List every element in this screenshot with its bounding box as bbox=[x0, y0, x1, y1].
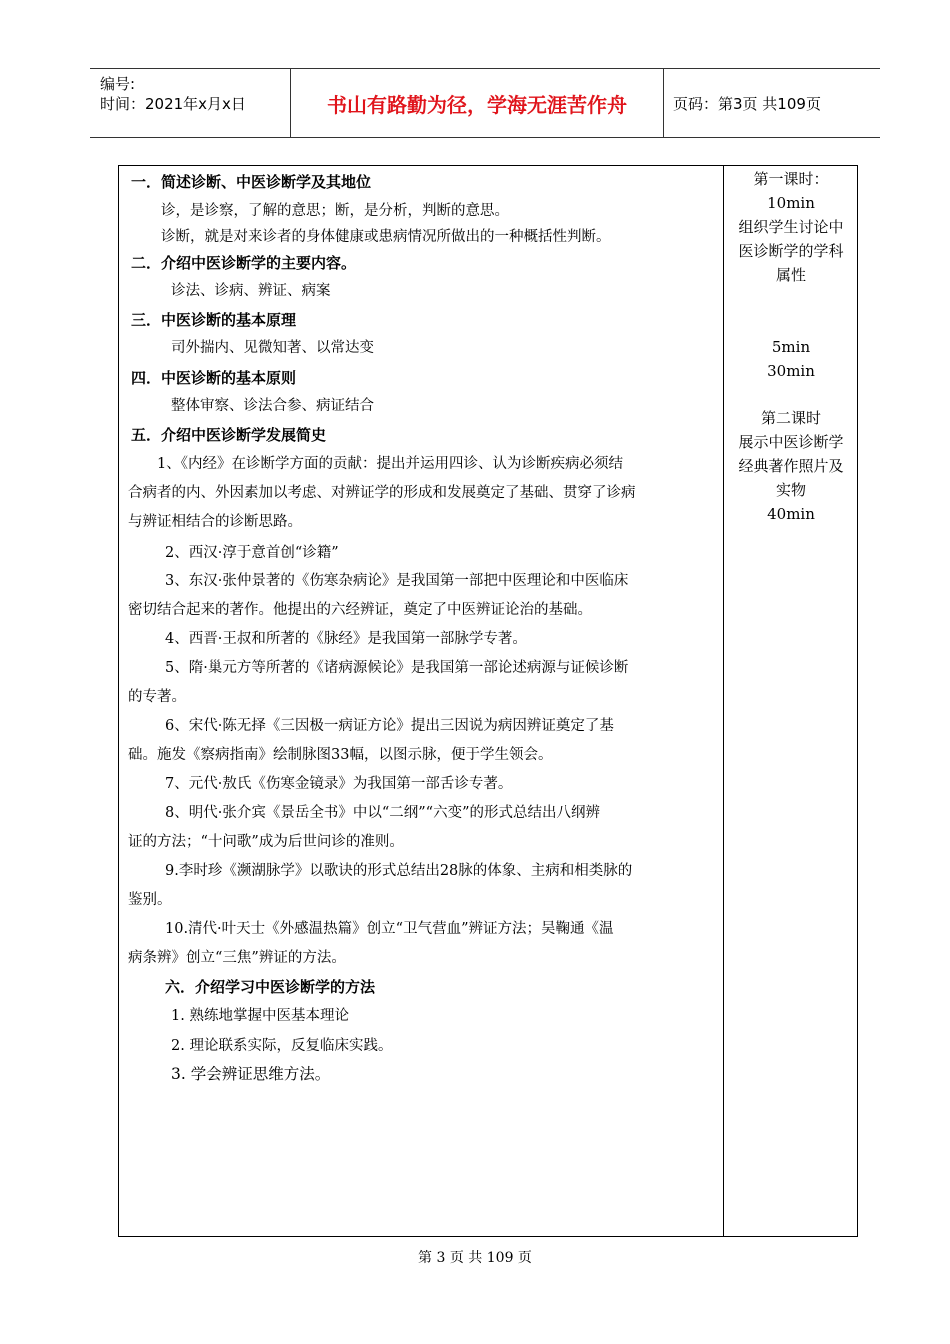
section-5-title: 五．介绍中医诊断学发展简史 bbox=[131, 426, 327, 444]
history-item-3-a: 3、东汉·张仲景著的《伤寒杂病论》是我国第一部把中医理论和中医临床 bbox=[165, 573, 629, 589]
schedule-line-5: 属性 bbox=[775, 266, 806, 284]
history-item-9-a: 9.李时珍《濒湖脉学》以歌诀的形式总结出28脉的体象、主病和相类脉的 bbox=[165, 863, 633, 879]
history-item-6-a: 6、宋代·陈无择《三因极一病证方论》提出三因说为病因辨证奠定了基 bbox=[165, 718, 614, 734]
section-4-line-1: 整体审察、诊法合参、病证结合 bbox=[171, 398, 374, 414]
header-meta bbox=[90, 69, 291, 137]
section-1-line-2: 诊断，就是对来诊者的身体健康或患病情况所做出的一种概括性判断。 bbox=[161, 229, 611, 245]
history-item-8-b: 证的方法；“十问歌”成为后世问诊的准则。 bbox=[128, 834, 404, 850]
section-3-line-1: 司外揣内、见微知著、以常达变 bbox=[171, 340, 374, 356]
doc-code-label: 编号: bbox=[100, 75, 136, 93]
history-item-7: 7、元代·敖氏《伤寒金镜录》为我国第一部舌诊专著。 bbox=[165, 776, 513, 792]
method-item-3: 3. 学会辨证思维方法。 bbox=[171, 1065, 331, 1083]
history-item-1-b: 合病者的内、外因素加以考虑、对辨证学的形成和发展奠定了基础、贯穿了诊病 bbox=[128, 485, 636, 501]
section-2-title: 二．介绍中医诊断学的主要内容。 bbox=[131, 254, 357, 272]
schedule-line-3: 组织学生讨论中 bbox=[738, 218, 844, 236]
history-item-3-b: 密切结合起来的著作。他提出的六经辨证，奠定了中医辨证论治的基础。 bbox=[128, 602, 592, 618]
history-item-5-b: 的专著。 bbox=[128, 689, 186, 705]
section-1-line-1: 诊，是诊察，了解的意思；断，是分析，判断的意思。 bbox=[161, 203, 509, 219]
schedule-line-10: 经典著作照片及 bbox=[738, 457, 844, 475]
page-footer: 第 3 页 共 109 页 bbox=[418, 1250, 532, 1266]
section-1-title: 一．简述诊断、中医诊断学及其地位 bbox=[131, 173, 372, 191]
schedule-line-7: 30min bbox=[767, 362, 815, 380]
history-item-9-b: 鉴别。 bbox=[128, 892, 172, 908]
history-item-2: 2、西汉·淳于意首创“诊籍” bbox=[165, 545, 339, 561]
schedule-line-11: 实物 bbox=[775, 481, 806, 499]
section-6-title: 六．介绍学习中医诊断学的方法 bbox=[165, 978, 376, 996]
doc-time-label: 时间：2021年x月x日 bbox=[100, 95, 246, 113]
header-page-label: 页码：第3页 共109页 bbox=[673, 94, 821, 113]
method-item-1: 1. 熟练地掌握中医基本理论 bbox=[171, 1008, 349, 1024]
history-item-10-a: 10.清代·叶天士《外感温热篇》创立“卫气营血”辨证方法；吴鞠通《温 bbox=[165, 921, 614, 937]
header-motto: 书山有路勤为径，学海无涯苦作舟 bbox=[291, 69, 664, 137]
schedule-column bbox=[724, 166, 858, 1236]
history-item-8-a: 8、明代·张介宾《景岳全书》中以“二纲”“六变”的形式总结出八纲辨 bbox=[165, 805, 600, 821]
history-item-4: 4、西晋·王叔和所著的《脉经》是我国第一部脉学专著。 bbox=[165, 631, 527, 647]
schedule-line-4: 医诊断学的学科 bbox=[738, 242, 844, 260]
history-item-10-b: 病条辨》创立“三焦”辨证的方法。 bbox=[128, 950, 346, 966]
history-item-1-a: 1、《内经》在诊断学方面的贡献：提出并运用四诊、认为诊断疾病必须结 bbox=[157, 456, 623, 472]
history-item-5-a: 5、隋·巢元方等所著的《诸病源候论》是我国第一部论述病源与证候诊断 bbox=[165, 660, 629, 676]
page-header bbox=[90, 68, 880, 138]
schedule-line-12: 40min bbox=[767, 505, 815, 523]
lesson-content bbox=[119, 166, 723, 1236]
section-4-title: 四．中医诊断的基本原则 bbox=[131, 369, 297, 387]
schedule-line-8: 第二课时 bbox=[760, 409, 821, 427]
schedule-line-2: 10min bbox=[767, 194, 815, 212]
section-2-line-1: 诊法、诊病、辨证、病案 bbox=[171, 283, 331, 299]
history-item-6-b: 础。施发《察病指南》绘制脉图33幅，以图示脉，便于学生领会。 bbox=[128, 747, 553, 763]
schedule-line-6: 5min bbox=[771, 338, 811, 356]
method-item-2: 2. 理论联系实际，反复临床实践。 bbox=[171, 1038, 393, 1054]
section-3-title: 三．中医诊断的基本原理 bbox=[131, 311, 297, 329]
schedule-line-9: 展示中医诊断学 bbox=[738, 433, 844, 451]
schedule-line-1: 第一课时： bbox=[753, 170, 829, 188]
history-item-1-c: 与辨证相结合的诊断思路。 bbox=[128, 514, 302, 530]
lesson-table bbox=[118, 165, 858, 1237]
